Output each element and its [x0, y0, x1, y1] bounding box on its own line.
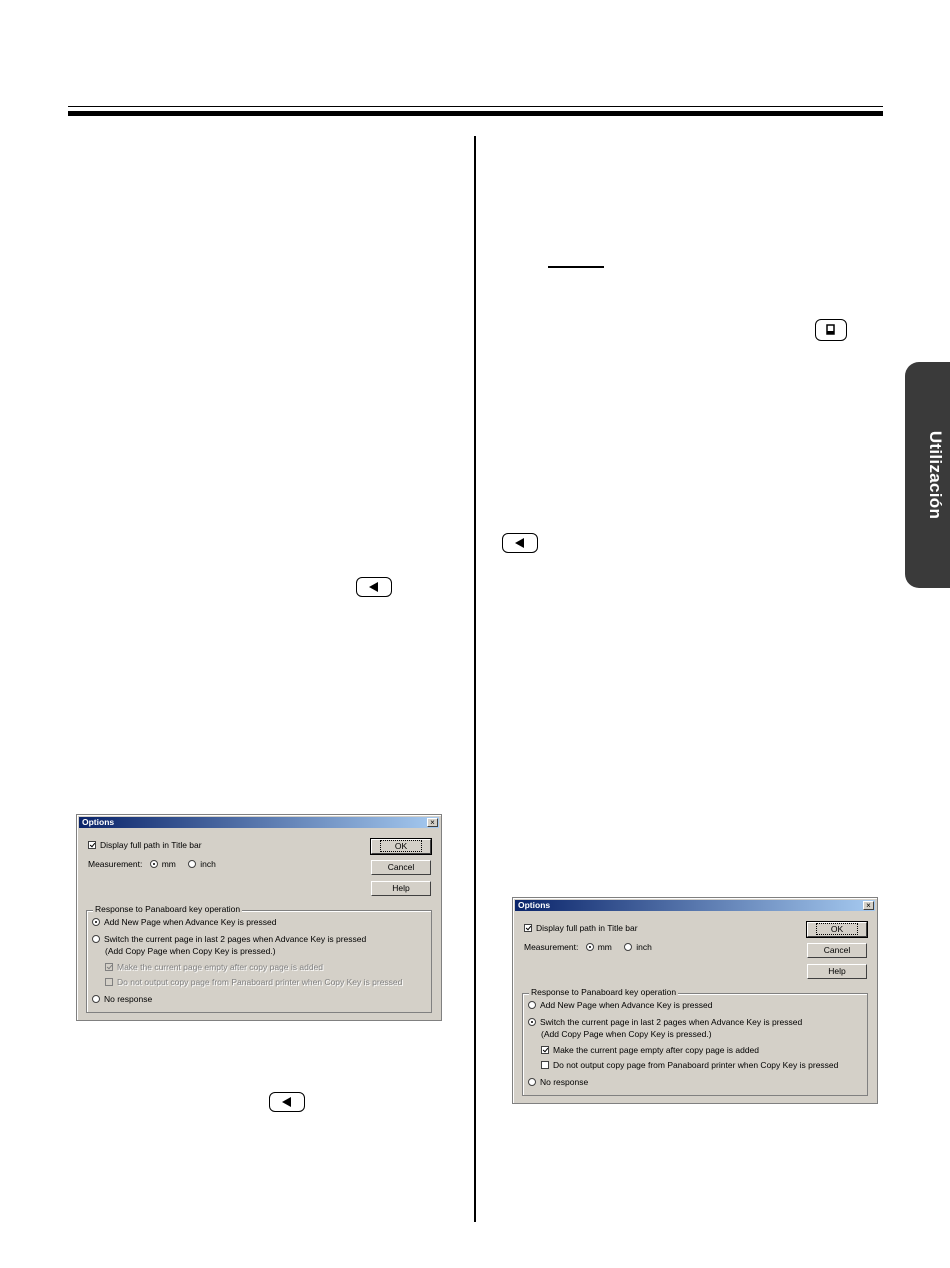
help-button[interactable]: Help	[807, 964, 867, 979]
header-rule-thick	[68, 111, 883, 116]
group-label: Response to Panaboard key operation	[531, 987, 677, 997]
display-full-path-checkbox[interactable]: Display full path in Title bar	[88, 840, 202, 851]
help-button[interactable]: Help	[371, 881, 431, 896]
option-switch-page[interactable]: Switch the current page in last 2 pages when Advance Key is pressed	[528, 1017, 802, 1028]
unit-mm-radio[interactable]: mm	[586, 942, 612, 952]
panaboard-key-group	[86, 904, 432, 1013]
unit-mm-radio[interactable]: mm	[150, 859, 176, 869]
close-icon[interactable]: ×	[863, 901, 874, 910]
unit-inch-radio[interactable]: inch	[624, 942, 652, 952]
checkbox-icon	[524, 924, 532, 932]
checkbox-icon	[88, 841, 96, 849]
group-label: Response to Panaboard key operation	[95, 904, 241, 914]
panaboard-key-group	[522, 987, 868, 1096]
ok-button[interactable]: OK	[807, 922, 867, 937]
measurement-row: Measurement: mm inch	[88, 859, 216, 869]
section-side-tab	[905, 362, 950, 588]
option-no-response[interactable]: No response	[528, 1077, 588, 1088]
options-dialog-right	[512, 897, 878, 1104]
dialog-title: Options	[518, 900, 551, 910]
dialog-titlebar	[79, 817, 439, 828]
advance-key-icon	[269, 1092, 305, 1112]
suboption-no-output[interactable]: Do not output copy page from Panaboard printer when Copy Key is pressed	[541, 1060, 838, 1071]
header-rule-thin	[68, 106, 883, 107]
option-add-new-page[interactable]: Add New Page when Advance Key is pressed	[528, 1000, 712, 1011]
column-divider	[474, 136, 476, 1222]
suboption-no-output: Do not output copy page from Panaboard printer when Copy Key is pressed	[105, 977, 402, 988]
options-dialog-left	[76, 814, 442, 1021]
option-switch-note: (Add Copy Page when Copy Key is pressed.)	[105, 946, 276, 956]
option-no-response[interactable]: No response	[92, 994, 152, 1005]
display-full-path-checkbox[interactable]: Display full path in Title bar	[524, 923, 638, 934]
copy-key-icon	[815, 319, 847, 341]
suboption-make-empty: Make the current page empty after copy page is added	[105, 962, 323, 973]
option-add-new-page[interactable]: Add New Page when Advance Key is pressed	[92, 917, 276, 928]
option-switch-note: (Add Copy Page when Copy Key is pressed.)	[541, 1029, 712, 1039]
underline-mark	[548, 266, 604, 268]
option-switch-page[interactable]: Switch the current page in last 2 pages when Advance Key is pressed	[92, 934, 366, 945]
advance-key-icon	[502, 533, 538, 553]
close-icon[interactable]: ×	[427, 818, 438, 827]
cancel-button[interactable]: Cancel	[371, 860, 431, 875]
dialog-title: Options	[82, 817, 115, 827]
ok-button[interactable]: OK	[371, 839, 431, 854]
dialog-titlebar	[515, 900, 875, 911]
side-tab-label: Utilización	[926, 430, 945, 520]
unit-inch-radio[interactable]: inch	[188, 859, 216, 869]
advance-key-icon	[356, 577, 392, 597]
suboption-make-empty[interactable]: Make the current page empty after copy page is added	[541, 1045, 759, 1056]
cancel-button[interactable]: Cancel	[807, 943, 867, 958]
measurement-row: Measurement: mm inch	[524, 942, 652, 952]
